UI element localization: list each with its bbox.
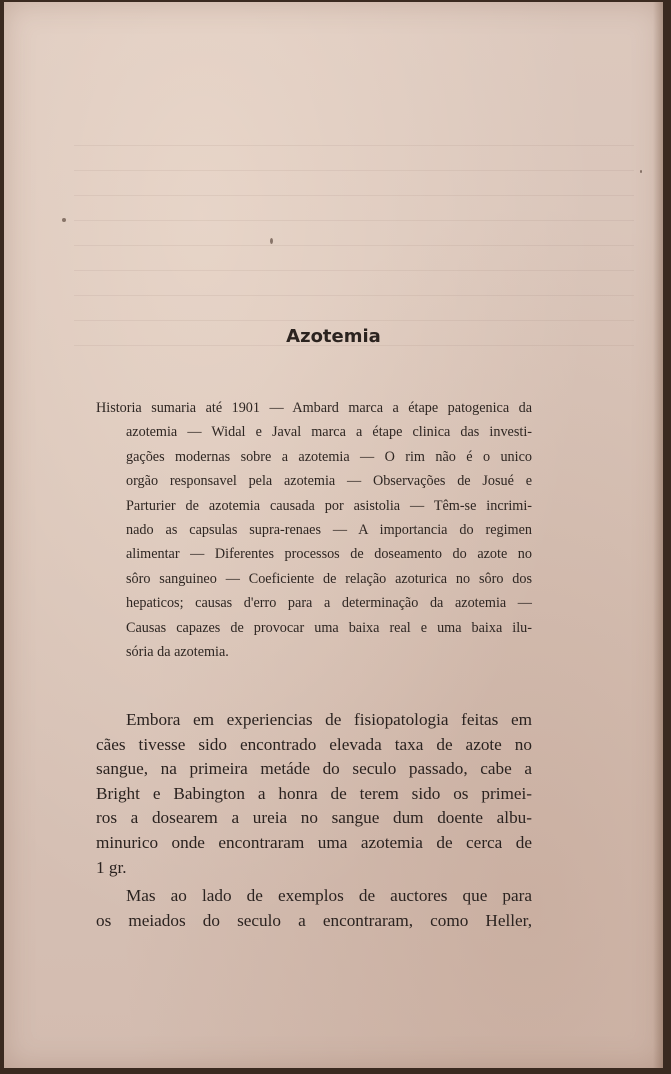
show-through-texture (74, 97, 634, 346)
paragraph-line: Embora em experiencias de fisiopatologia feitas em (126, 710, 532, 729)
chapter-title: Azotemia (286, 326, 381, 347)
summary-line: orgão responsavel pela azotemia — Observações de Josué e (126, 473, 532, 490)
summary-line: hepaticos; causas d'erro para a determinação da azotemia — (126, 595, 532, 612)
summary-line: sôro sanguineo — Coeficiente de relação azoturica no sôro dos (126, 570, 532, 587)
paragraph-line: Bright e Babington a honra de terem sido os primei- (96, 783, 532, 803)
summary-line: gações modernas sobre a azotemia — O rim não é o unico (126, 448, 532, 465)
summary-line: Historia sumaria até 1901 — Ambard marca a étape patogenica da (96, 400, 532, 416)
paragraph-line: ros a dosearem a ureia no sangue dum doente albu- (96, 808, 532, 828)
chapter-summary (96, 396, 532, 664)
paragraph-line: 1 gr. (96, 857, 127, 877)
summary-line: azotemia — Widal e Javal marca a étape clinica das investi- (126, 424, 532, 441)
paragraph-line: os meiados do seculo a encontraram, como Heller, (96, 910, 532, 930)
summary-line: nado as capsulas supra-renaes — A importancia do regimen (126, 522, 532, 539)
paragraph-line: cães tivesse sido encontrado elevada taxa de azote no (96, 734, 532, 754)
paper-speck (640, 170, 642, 173)
page-edge-shadow (653, 2, 663, 1068)
summary-line: alimentar — Diferentes processos de doseamento do azote no (126, 546, 532, 563)
paper-speck (270, 238, 273, 244)
summary-line: Causas capazes de provocar uma baixa real e uma baixa ilu- (126, 619, 532, 636)
paragraph-line: Mas ao lado de exemplos de auctores que para (126, 886, 532, 906)
summary-line: sória da azotemia. (126, 644, 229, 661)
paragraph-line: sangue, na primeira metáde do seculo passado, cabe a (96, 759, 532, 779)
paper-speck (62, 218, 66, 222)
summary-line: Parturier de azotemia causada por asistolia — Têm-se incrimi- (126, 497, 532, 514)
paragraph-line: minurico onde encontraram uma azotemia de cerca de (96, 832, 532, 852)
document-page (4, 2, 663, 1068)
body-text (96, 708, 532, 933)
